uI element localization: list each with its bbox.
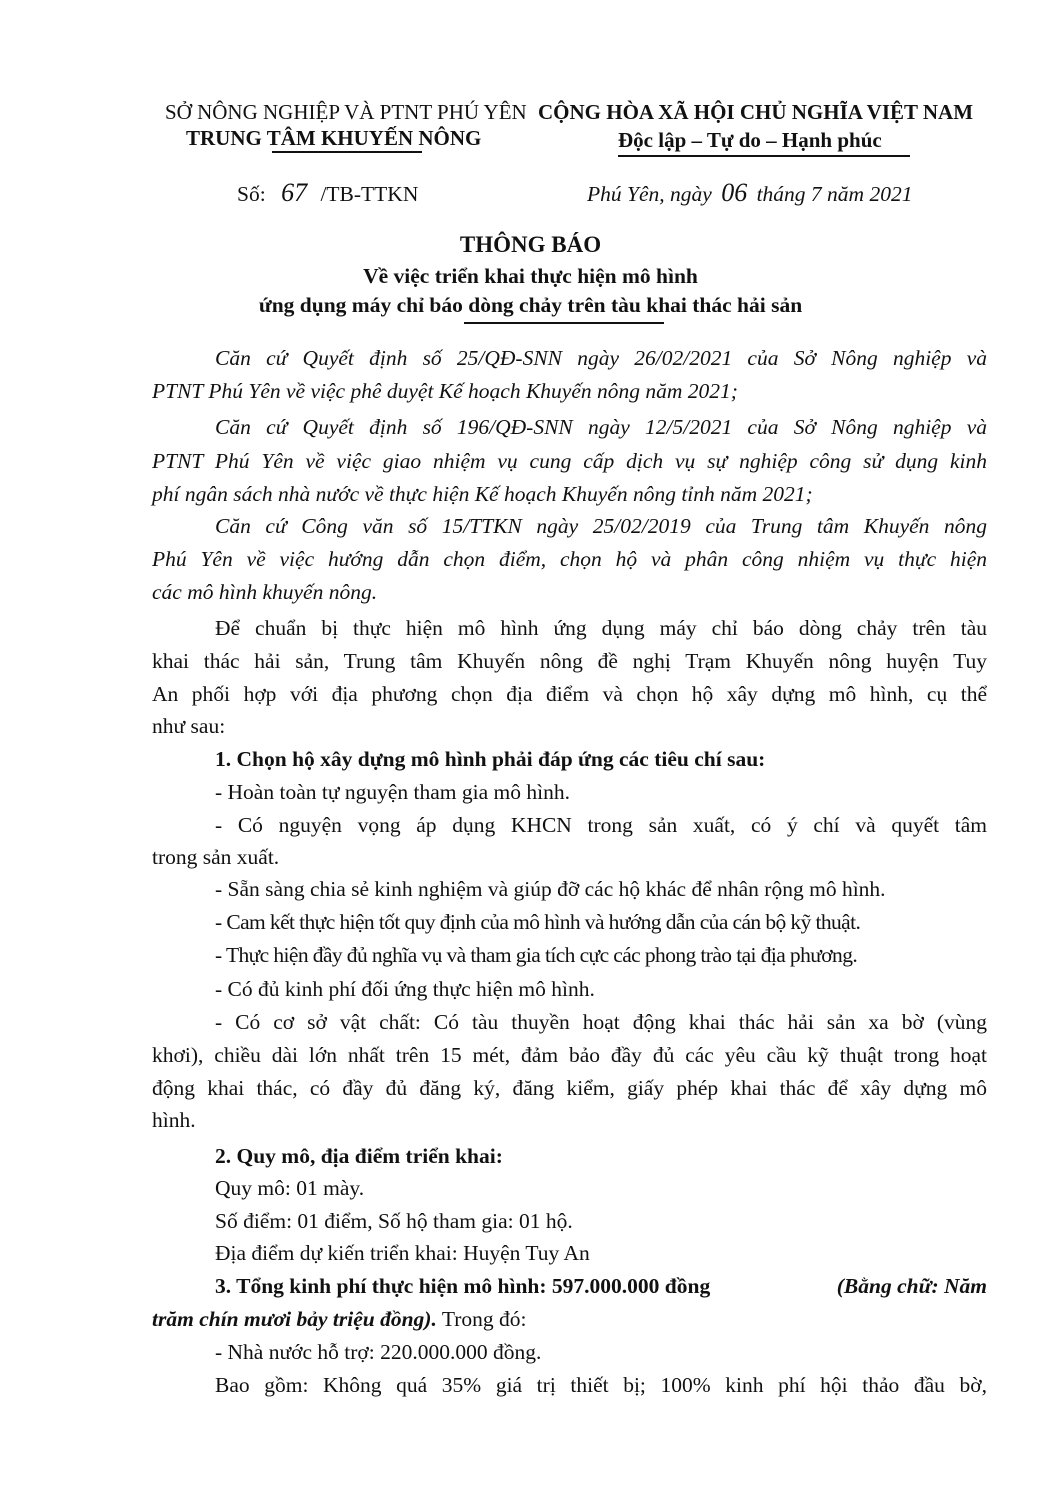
intro-line1: Để chuẩn bị thực hiện mô hình ứng dụng máy chỉ báo dòng chảy trên tàu <box>215 616 987 640</box>
intro-line4: như sau: <box>152 714 226 738</box>
doc-number-suffix: /TB-TTKN <box>320 182 419 206</box>
doc-date <box>587 178 912 208</box>
amount-in-words-row <box>152 1307 987 1332</box>
intro-line2: khai thác hải sản, Trung tâm Khuyến nông đề nghị Trạm Khuyến nông huyện Tuy <box>152 649 987 673</box>
basis-2-line1: Căn cứ Quyết định số 196/QĐ-SNN ngày 12/5/2021 của Sở Nông nghiệp và <box>215 415 987 439</box>
basis-2-line2: PTNT Phú Yên về việc giao nhiệm vụ cung cấp dịch vụ sự nghiệp công sử dụng kinh <box>152 449 987 473</box>
section2-heading: 2. Quy mô, địa điểm triển khai: <box>215 1144 503 1168</box>
criterion-1: - Hoàn toàn tự nguyện tham gia mô hình. <box>215 780 570 804</box>
date-day: 06 <box>721 178 748 207</box>
doc-subject-line1: Về việc triển khai thực hiện mô hình <box>363 264 698 288</box>
criterion-7-line3: động khai thác, có đầy đủ đăng ký, đăng kiểm, giấy phép khai thác để xây dựng mô <box>152 1076 987 1100</box>
state-support: - Nhà nước hỗ trợ: 220.000.000 đồng. <box>215 1340 542 1364</box>
points-text: Số điểm: 01 điểm, Số hộ tham gia: 01 hộ. <box>215 1209 573 1233</box>
basis-1-line2: PTNT Phú Yên về việc phê duyệt Kế hoạch Khuyến nông năm 2021; <box>152 379 738 403</box>
scale-text: Quy mô: 01 mày. <box>215 1176 365 1200</box>
criterion-7-line1: - Có cơ sở vật chất: Có tàu thuyền hoạt động khai thác hải sản xa bờ (vùng <box>215 1010 987 1034</box>
motto-underline <box>618 155 910 157</box>
date-prefix: Phú Yên, ngày <box>587 182 712 206</box>
section1-heading: 1. Chọn hộ xây dựng mô hình phải đáp ứng các tiêu chí sau: <box>215 747 766 771</box>
criterion-2-line2: trong sản xuất. <box>152 845 280 869</box>
criterion-7-line2: khơi), chiều dài lớn nhất trên 15 mét, đảm bảo đầy đủ các yêu cầu kỹ thuật trong hoạt <box>152 1043 987 1067</box>
agency-underline <box>272 151 422 153</box>
agency-unit: TRUNG TÂM KHUYẾN NÔNG <box>186 126 482 150</box>
section3-heading-row <box>215 1274 987 1299</box>
doc-number-value: 67 <box>281 178 308 207</box>
intro-line3: An phối hợp với địa phương chọn địa điểm và chọn hộ xây dựng mô hình, cụ thể <box>152 682 987 706</box>
amount-breakdown-intro: Trong đó: <box>441 1307 527 1331</box>
basis-3-line2: Phú Yên về việc hướng dẫn chọn điểm, chọn hộ và phân công nhiệm vụ thực hiện <box>152 547 987 571</box>
basis-3-line3: các mô hình khuyến nông. <box>152 580 378 604</box>
support-includes: Bao gồm: Không quá 35% giá trị thiết bị; 100% kinh phí hội thảo đầu bờ, <box>215 1373 987 1397</box>
criterion-3: - Sẵn sàng chia sẻ kinh nghiệm và giúp đỡ các hộ khác để nhân rộng mô hình. <box>215 877 886 901</box>
criterion-2-line1: - Có nguyện vọng áp dụng KHCN trong sản xuất, có ý chí và quyết tâm <box>215 813 987 837</box>
basis-1-line1: Căn cứ Quyết định số 25/QĐ-SNN ngày 26/02/2021 của Sở Nông nghiệp và <box>215 346 987 370</box>
amount-in-words-line1: (Bằng chữ: Năm <box>836 1274 987 1298</box>
nation-title: CỘNG HÒA XÃ HỘI CHỦ NGHĨA VIỆT NAM <box>538 100 974 124</box>
doc-title: THÔNG BÁO <box>459 232 602 257</box>
criterion-5: - Thực hiện đầy đủ nghĩa vụ và tham gia tích cực các phong trào tại địa phương. <box>215 943 858 967</box>
criterion-7-line4: hình. <box>152 1108 196 1132</box>
location-text: Địa điểm dự kiến triển khai: Huyện Tuy An <box>215 1241 590 1265</box>
section3-heading: 3. Tổng kinh phí thực hiện mô hình: 597.000.000 đồng <box>215 1274 711 1298</box>
amount-in-words-line2: trăm chín mươi bảy triệu đồng). <box>152 1307 437 1331</box>
criterion-4: - Cam kết thực hiện tốt quy định của mô hình và hướng dẫn của cán bộ kỹ thuật. <box>215 910 861 934</box>
criterion-6: - Có đủ kinh phí đối ứng thực hiện mô hình. <box>215 977 595 1001</box>
basis-2-line3: phí ngân sách nhà nước về thực hiện Kế hoạch Khuyến nông tỉnh năm 2021; <box>152 482 813 506</box>
basis-3-line1: Căn cứ Công văn số 15/TTKN ngày 25/02/2019 của Trung tâm Khuyến nông <box>215 514 987 538</box>
title-underline <box>464 322 664 324</box>
doc-number-prefix: Số: <box>237 182 266 206</box>
doc-subject-line2: ứng dụng máy chỉ báo dòng chảy trên tàu khai thác hải sản <box>258 293 803 317</box>
agency-name: SỞ NÔNG NGHIỆP VÀ PTNT PHÚ YÊN <box>165 100 527 124</box>
nation-motto: Độc lập – Tự do – Hạnh phúc <box>618 128 882 152</box>
date-suffix: tháng 7 năm 2021 <box>756 182 913 206</box>
doc-number <box>237 178 418 208</box>
